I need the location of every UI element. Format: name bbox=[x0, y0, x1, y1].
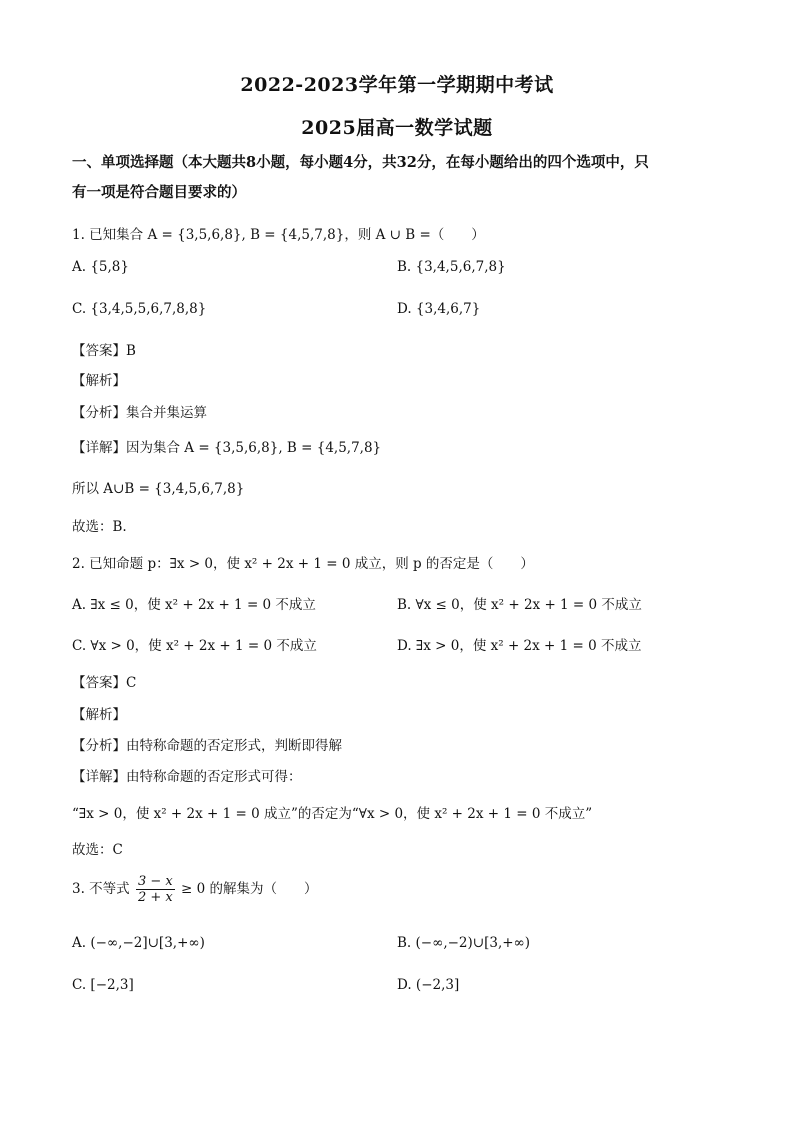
q1-option-a: A. {5,8} bbox=[72, 259, 129, 275]
q3-fraction-numerator: 3 − x bbox=[137, 874, 173, 889]
q1-answer: 【答案】B bbox=[72, 343, 136, 359]
q2-fenxi: 【分析】由特称命题的否定形式，判断即得解 bbox=[72, 738, 342, 754]
q1-xiangjie: 【详解】因为集合 A = {3,5,6,8}, B = {4,5,7,8} bbox=[72, 440, 382, 456]
q3-stem-prefix: 3. 不等式 bbox=[72, 881, 130, 897]
q1-choice: 故选：B. bbox=[72, 519, 127, 535]
q1-option-c: C. {3,4,5,5,6,7,8,8} bbox=[72, 301, 207, 317]
q3-stem-suffix: ≥ 0 的解集为（ ） bbox=[181, 881, 318, 897]
q2-result: “∃x > 0，使 x² + 2x + 1 = 0 成立”的否定为“∀x > 0，使 x² + 2x + 1 = 0 不成立” bbox=[72, 806, 593, 822]
q2-option-c: C. ∀x > 0，使 x² + 2x + 1 = 0 不成立 bbox=[72, 638, 317, 654]
q1-fenxi: 【分析】集合并集运算 bbox=[72, 405, 207, 421]
section-heading-line2: 有一项是符合题目要求的） bbox=[72, 184, 246, 201]
q2-option-b: B. ∀x ≤ 0，使 x² + 2x + 1 = 0 不成立 bbox=[397, 597, 642, 613]
q1-stem: 1. 已知集合 A = {3,5,6,8}, B = {4,5,7,8}，则 A ∪ B =（ ） bbox=[72, 227, 485, 243]
q2-analysis-label: 【解析】 bbox=[72, 707, 126, 723]
q1-option-d: D. {3,4,6,7} bbox=[397, 301, 481, 317]
q3-option-a: A. (−∞,−2]∪[3,+∞) bbox=[72, 935, 205, 951]
exam-subtitle: 2025届高一数学试题 bbox=[301, 117, 493, 139]
q3-option-d: D. (−2,3] bbox=[397, 977, 460, 993]
q1-result: 所以 A∪B = {3,4,5,6,7,8} bbox=[72, 481, 245, 497]
q3-fraction-denominator: 2 + x bbox=[137, 890, 173, 905]
exam-title: 2022-2023学年第一学期期中考试 bbox=[240, 74, 554, 96]
q3-option-c: C. [−2,3] bbox=[72, 977, 134, 993]
q1-analysis-label: 【解析】 bbox=[72, 373, 126, 389]
q2-choice: 故选：C bbox=[72, 842, 123, 858]
q1-option-b: B. {3,4,5,6,7,8} bbox=[397, 259, 506, 275]
q3-fraction bbox=[136, 874, 175, 905]
section-heading-line1: 一、单项选择题（本大题共8小题，每小题4分，共32分，在每小题给出的四个选项中，只 bbox=[72, 154, 649, 171]
q3-option-b: B. (−∞,−2)∪[3,+∞) bbox=[397, 935, 531, 951]
q2-answer: 【答案】C bbox=[72, 675, 137, 691]
q2-stem: 2. 已知命题 p：∃x > 0，使 x² + 2x + 1 = 0 成立，则 p 的否定是（ ） bbox=[72, 556, 534, 572]
q2-xiangjie: 【详解】由特称命题的否定形式可得： bbox=[72, 769, 302, 785]
q3-stem bbox=[72, 874, 318, 905]
q2-option-a: A. ∃x ≤ 0，使 x² + 2x + 1 = 0 不成立 bbox=[72, 597, 316, 613]
q2-option-d: D. ∃x > 0，使 x² + 2x + 1 = 0 不成立 bbox=[397, 638, 642, 654]
